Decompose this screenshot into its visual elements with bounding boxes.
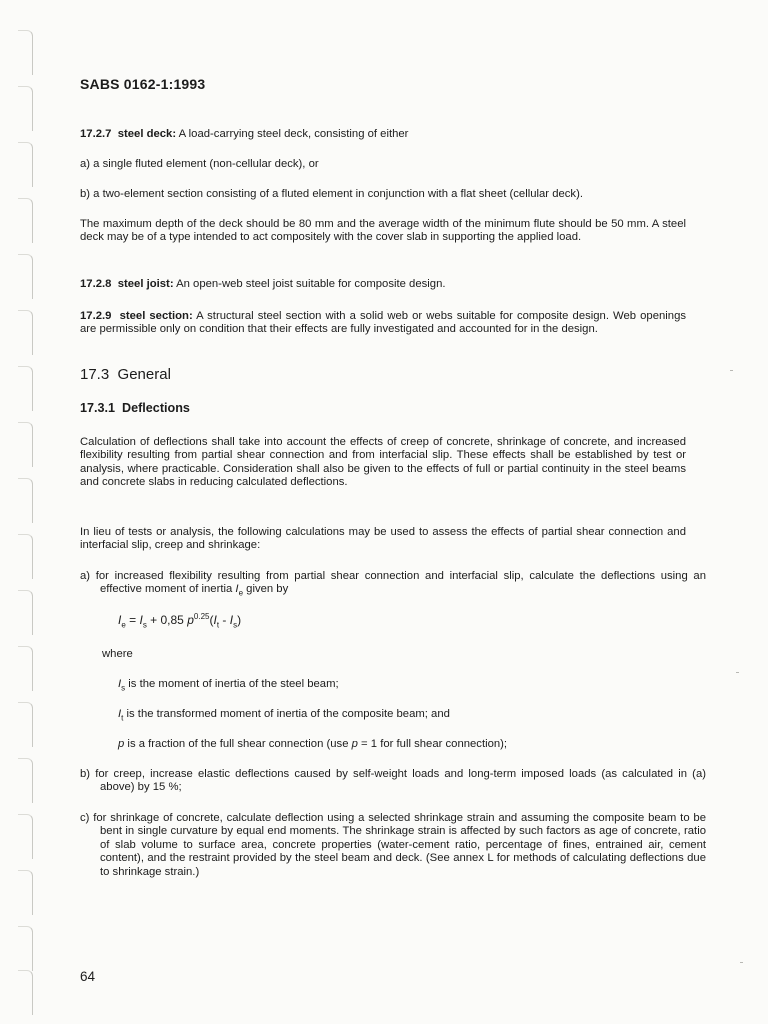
- definition-text: is the transformed moment of inertia of the composite beam; and: [123, 708, 450, 720]
- eq-exponent: 0.25: [193, 612, 210, 621]
- definition-text: = 1 for full shear connection);: [357, 738, 508, 750]
- eq-paren: ): [237, 613, 242, 627]
- eq-symbol: I: [118, 613, 122, 627]
- list-item-b: b) a two-element section consisting of a fluted element in conjunction with a flat sheet (cellular deck).: [80, 188, 583, 200]
- paragraph: In lieu of tests or analysis, the following calculations may be used to assess the effects of partial shear connection and interfacial slip, creep and shrinkage:: [80, 526, 686, 552]
- subscript: s: [121, 683, 126, 693]
- clause-17-2-9: [80, 310, 686, 337]
- list-item-a: [80, 570, 706, 597]
- term: steel section:: [119, 310, 193, 322]
- eq-paren: (: [209, 613, 214, 627]
- scan-speck: [730, 370, 733, 371]
- eq-subscript: s: [142, 620, 147, 630]
- subsection-number: 17.3.1: [80, 401, 116, 415]
- where-label: where: [102, 648, 133, 660]
- symbol: p: [118, 738, 125, 750]
- scan-speck: [736, 672, 739, 673]
- symbol-definition: [118, 738, 686, 751]
- clause-17-2-8: [80, 278, 686, 291]
- paragraph: Calculation of deflections shall take into account the effects of creep of concrete, shrinkage of concrete, and increased flexibility resulting from partial shear connection and from interfacial slip. These effects shall be established by test or analysis, where practicable. Consideration shall also be given to the effects of full or partial continuity in the steel beams and concrete slabs in reducing calculated deflections.: [80, 436, 686, 489]
- list-item-a: a) a single fluted element (non-cellular deck), or: [80, 158, 319, 170]
- subscript: e: [238, 588, 244, 598]
- clause-number: 17.2.9: [80, 310, 112, 322]
- paragraph: The maximum depth of the deck should be 80 mm and the average width of the minimum flute should be 50 mm. A steel deck may be of a type intended to act compositely with the cover slab in supporting the applied load.: [80, 218, 686, 244]
- term: steel deck:: [117, 128, 177, 140]
- symbol-definition: [118, 678, 686, 691]
- symbol-definition: [118, 708, 686, 721]
- definition: A structural steel section with a solid web or webs suitable for composite design. Web openings are permissible only on condition that their effects are fully investigated and accounted for in the design.: [80, 310, 686, 336]
- page-number: 64: [80, 969, 96, 984]
- eq-symbol: p: [187, 613, 194, 627]
- symbol: p: [351, 738, 358, 750]
- list-item-c: c) for shrinkage of concrete, calculate deflection using a selected shrinkage strain and assuming the composite beam to be bent in single curvature by equal end moments. The shrinkage strain is affected by such factors as age of concrete, ratio of slab volume to surface area, concrete properties (water-cement ratio, percentage of fines, entrained air, cement content), and the restraint provided by the steel beam and deck. (See annex L for methods of calculating deflections due to shrinkage strain.): [80, 812, 706, 878]
- eq-operator: =: [125, 613, 140, 627]
- definition-text: is a fraction of the full shear connection (use: [124, 738, 352, 750]
- eq-symbol: I: [213, 613, 217, 627]
- clause-number: 17.2.8: [80, 278, 112, 290]
- item-tail: given by: [246, 583, 289, 596]
- document-header: SABS 0162-1:1993: [80, 76, 206, 92]
- term: steel joist:: [117, 278, 174, 290]
- clause-number: 17.2.7: [80, 128, 112, 140]
- scan-speck: [740, 962, 743, 963]
- subsection-title: Deflections: [122, 401, 190, 415]
- symbol: I: [235, 583, 239, 596]
- eq-operator: + 0,85: [146, 613, 188, 627]
- subscript: t: [121, 713, 124, 723]
- section-title: General: [117, 366, 171, 383]
- eq-symbol: I: [139, 613, 143, 627]
- section-heading-17-3: [80, 368, 686, 381]
- eq-subscript: s: [233, 620, 238, 630]
- binding-holes: [18, 20, 40, 1010]
- definition: An open-web steel joist suitable for composite design.: [176, 278, 446, 290]
- equation: [118, 612, 518, 630]
- eq-operator: -: [219, 613, 230, 627]
- definition-text: is the moment of inertia of the steel beam;: [125, 678, 339, 690]
- eq-subscript: t: [216, 620, 220, 630]
- symbol: I: [118, 678, 122, 690]
- eq-symbol: I: [229, 613, 234, 627]
- clause-17-2-7: [80, 128, 686, 141]
- section-number: 17.3: [80, 366, 110, 383]
- symbol: I: [118, 708, 122, 720]
- eq-subscript: e: [121, 620, 126, 630]
- definition: A load-carrying steel deck, consisting of either: [178, 128, 409, 140]
- item-text: a) for increased flexibility resulting from partial shear connection and interfacial slip, calculate the deflections using an effective moment of inertia: [80, 570, 706, 596]
- list-item-b: b) for creep, increase elastic deflections caused by self-weight loads and long-term imposed loads (as calculated in (a) above) by 15 %;: [80, 768, 706, 794]
- subsection-heading-17-3-1: [80, 402, 686, 415]
